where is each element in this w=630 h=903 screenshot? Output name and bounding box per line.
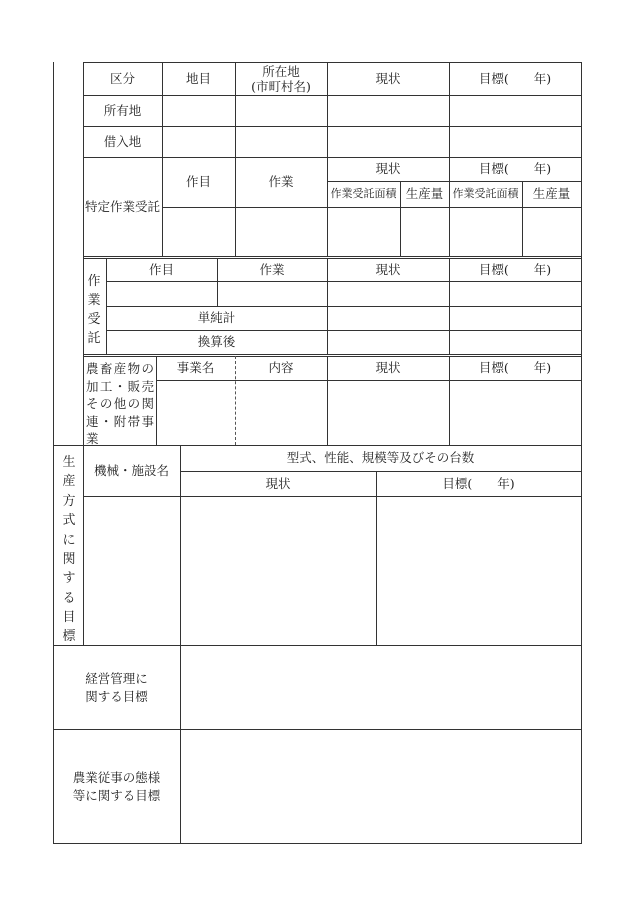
production-vertical-label-8: る [62,591,76,606]
employment-label-line-2: 等に関する目標 [72,787,161,803]
contract-work: 作業 [259,261,285,277]
production-header-line [83,496,581,497]
production-spec: 型式、性能、規模等及びその台数 [286,450,475,465]
contract-simple-total: 単純計 [197,310,236,325]
land-row-owned: 所有地 [103,102,142,118]
related-label: 農畜産物の加工・販売その他の関連・附帯事業 [86,361,154,446]
related-content: 内容 [268,360,294,375]
production-vertical-label-4: 式 [62,513,76,528]
production-vertical-label-1: 生 [62,455,76,470]
management-bottom-line [53,729,581,730]
production-bottom-line [53,645,581,646]
contract-target: 目標( 年) [478,261,552,277]
contract-current: 現状 [375,261,401,277]
land-header-category: 区分 [109,70,135,86]
management-label-line-1: 経営管理に [85,670,148,686]
contract-crop: 作目 [148,261,174,277]
related-current: 現状 [375,360,401,375]
production-vertical-label-7: す [62,571,76,586]
specific-work: 作業 [268,174,294,189]
contract-vertical-label-2: 業 [87,293,101,308]
contract-vertical-label-4: 託 [87,331,101,346]
employment-label-line-1: 農業従事の態様 [72,769,161,785]
land-header-location: 所在地 [262,63,300,79]
specific-label: 特定作業受託 [84,199,160,214]
management-label-line-2: 関する目標 [85,688,148,704]
production-vertical-label-2: 産 [62,474,76,489]
production-vertical-label-3: 方 [62,494,76,509]
related-business-name: 事業名 [176,360,215,375]
specific-crop: 作目 [185,174,211,189]
contract-vertical-label-3: 受 [87,312,101,327]
land-header-current: 現状 [375,70,401,86]
specific-target: 目標( 年) [478,161,552,176]
production-vertical-label-9: 目 [62,610,76,625]
specific-area-target: 作業受託面積 [452,187,519,200]
specific-production-current: 生産量 [405,186,444,201]
frame-bottom-line [53,843,581,844]
contract-line-1 [106,281,581,282]
contract-vertical-label-1: 作 [87,274,101,289]
land-row-leased: 借入地 [103,133,142,149]
land-header-land-category: 地目 [185,70,211,86]
production-vertical-label-5: に [62,533,76,548]
related-header-line [156,380,581,381]
production-machinery: 機械・施設名 [93,462,169,478]
specific-current: 現状 [375,161,401,176]
frame-right-line [581,62,582,844]
related-target: 目標( 年) [478,360,552,375]
contract-converted: 換算後 [197,334,236,349]
contract-bottom-line [83,354,581,355]
frame-left-line [53,62,54,844]
production-target: 目標( 年) [442,475,515,491]
production-vertical-label-10: 標 [62,629,76,644]
specific-area-current: 作業受託面積 [330,187,397,200]
production-current: 現状 [265,475,291,491]
land-header-target: 目標( 年) [478,70,552,86]
specific-body-line [162,207,581,208]
management-col-line [180,645,181,843]
land-header-location-sub: (市町村名) [251,78,311,94]
specific-production-target: 生産量 [532,186,571,201]
production-col-line-2 [376,471,377,645]
production-vertical-label-6: 関 [62,552,76,567]
